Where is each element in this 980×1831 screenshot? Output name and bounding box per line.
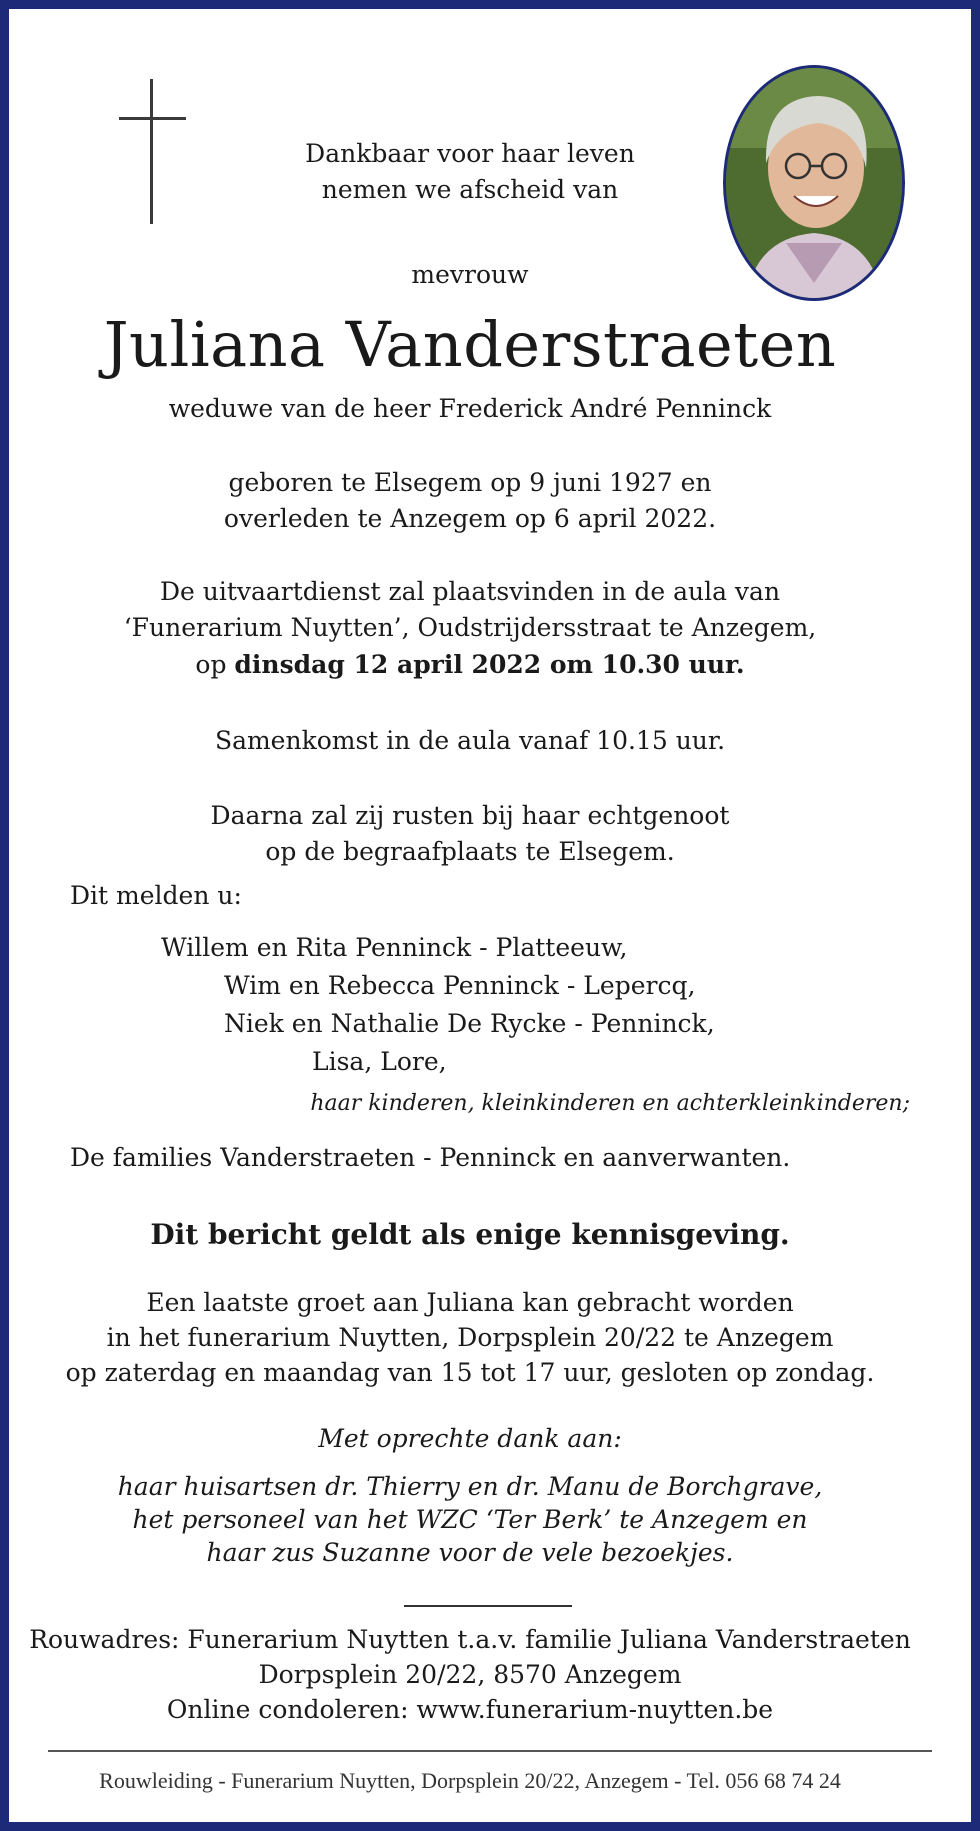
burial-line-1: Daarna zal zij rusten bij haar echtgenoot [210, 801, 730, 830]
gathering-time: Samenkomst in de aula vanaf 10.15 uur. [214, 726, 726, 755]
intro-line-1: Dankbaar voor haar leven [305, 139, 635, 168]
address-line-1: Rouwadres: Funerarium Nuytten t.a.v. familie Juliana Vanderstraeten [29, 1625, 911, 1654]
families-line: De families Vanderstraeten - Penninck en aanverwanten. [70, 1143, 791, 1172]
title-prefix: mevrouw [411, 260, 529, 289]
family-line: Niek en Nathalie De Rycke - Penninck, [224, 1009, 715, 1038]
footer-rule [48, 1750, 932, 1752]
deceased-name: Juliana Vanderstraeten [103, 308, 837, 381]
footer-text: Rouwleiding - Funerarium Nuytten, Dorpsplein 20/22, Anzegem - Tel. 056 68 74 24 [99, 1768, 841, 1793]
service-line-3 [0, 647, 960, 683]
service-date-prefix: op [195, 650, 235, 679]
family-line: Lisa, Lore, [312, 1047, 447, 1076]
thanks-line-3: haar zus Suzanne voor de vele bezoekjes. [206, 1538, 734, 1567]
address-line-2: Dorpsplein 20/22, 8570 Anzegem [258, 1660, 682, 1689]
condolence-line: Online condoleren: www.funerarium-nuytten.be [166, 1695, 774, 1724]
family-line: Willem en Rita Penninck - Platteeuw, [161, 933, 628, 962]
death-line: overleden te Anzegem op 6 april 2022. [223, 504, 717, 533]
family-line: Wim en Rebecca Penninck - Lepercq, [224, 971, 696, 1000]
service-line-2: ‘Funerarium Nuytten’, Oudstrijdersstraat te Anzegem, [123, 613, 817, 642]
service-date: dinsdag 12 april 2022 om 10.30 uur. [234, 650, 745, 679]
service-line-1: De uitvaartdienst zal plaatsvinden in de aula van [159, 577, 781, 606]
announce-label: Dit melden u: [70, 881, 242, 910]
visit-line-1: Een laatste groet aan Juliana kan gebracht worden [146, 1288, 794, 1317]
intro-line-2: nemen we afscheid van [321, 175, 619, 204]
widow-of: weduwe van de heer Frederick André Penninck [168, 394, 772, 423]
visit-line-2: in het funerarium Nuytten, Dorpsplein 20/22 te Anzegem [106, 1323, 834, 1352]
visit-line-3: op zaterdag en maandag van 15 tot 17 uur, gesloten op zondag. [65, 1358, 875, 1387]
thanks-line-2: het personeel van het WZC ‘Ter Berk’ te Anzegem en [132, 1505, 808, 1534]
burial-line-2: op de begraafplaats te Elsegem. [265, 837, 675, 866]
family-role: haar kinderen, kleinkinderen en achterkleinkinderen; [310, 1091, 910, 1116]
thanks-label: Met oprechte dank aan: [318, 1424, 622, 1453]
separator [404, 1605, 572, 1607]
cross-icon-bar [119, 117, 186, 120]
notice: Dit bericht geldt als enige kennisgeving. [150, 1218, 790, 1251]
birth-line: geboren te Elsegem op 9 juni 1927 en [228, 468, 712, 497]
thanks-line-1: haar huisartsen dr. Thierry en dr. Manu de Borchgrave, [117, 1472, 823, 1501]
